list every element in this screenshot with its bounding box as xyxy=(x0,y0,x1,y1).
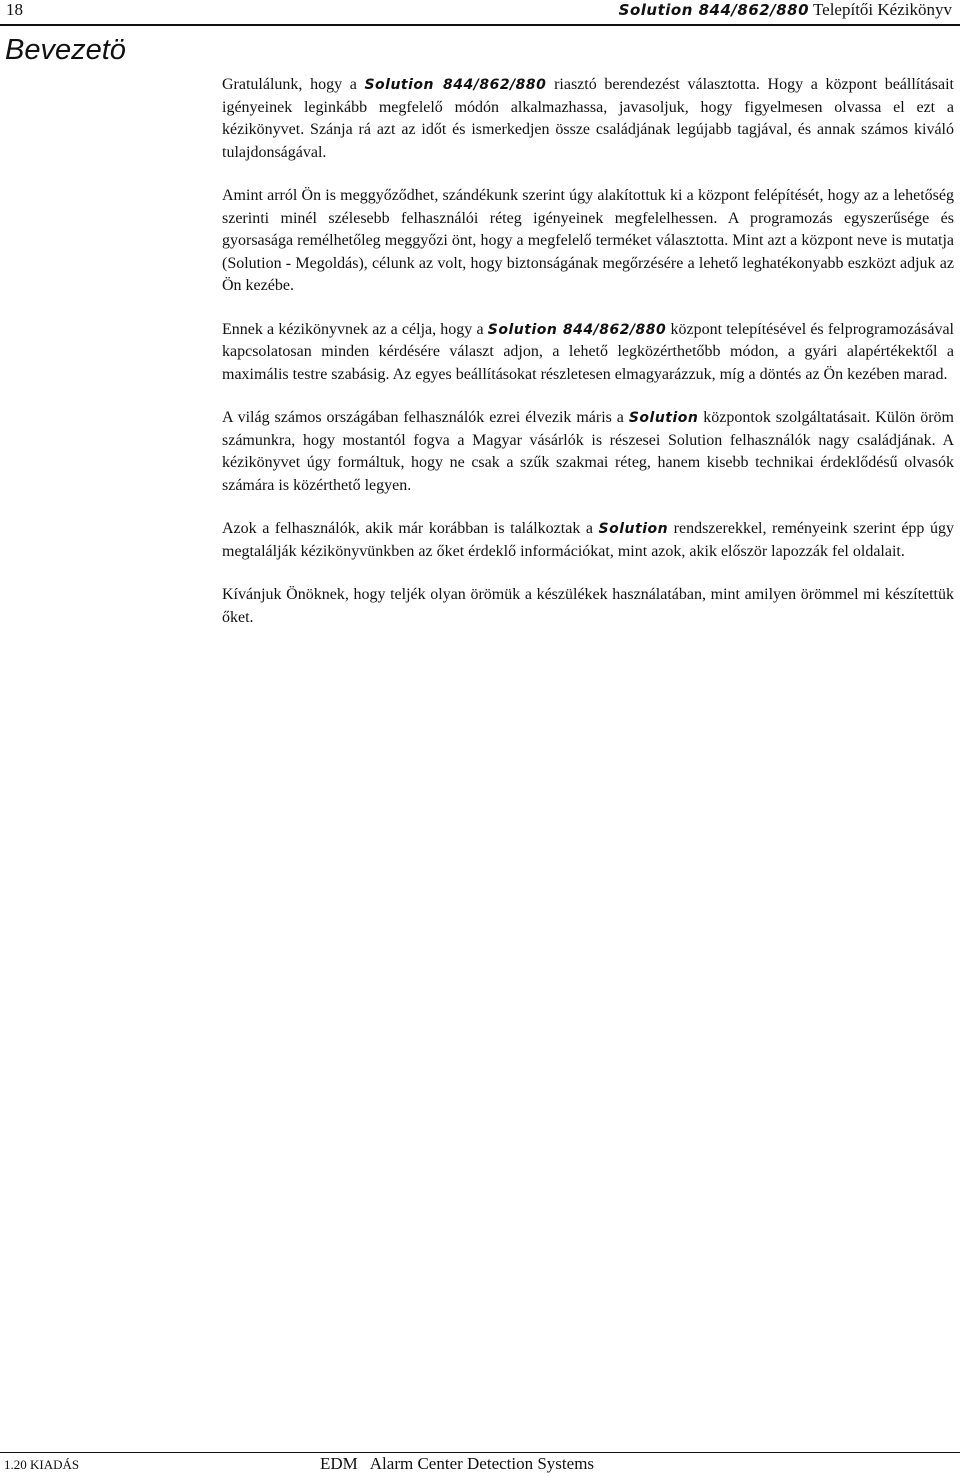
brand-logo-text: Solution 844/862/880 xyxy=(618,1,810,19)
paragraph-4 xyxy=(222,407,954,497)
paragraph-5-text-b: rendszerekkel, reményeink szerint épp úgy megtalálják kézikönyvünkben az őket érdeklő információkat, mint azok, akik először lapozzák fel oldalait. xyxy=(222,520,954,560)
page-number: 18 xyxy=(6,0,23,19)
body-text xyxy=(222,74,954,650)
page-header xyxy=(0,0,960,26)
brand-inline: Solution xyxy=(628,410,699,426)
paragraph-5 xyxy=(222,518,954,563)
page-footer xyxy=(0,1452,960,1476)
header-title xyxy=(619,0,952,20)
chapter-title: Bevezetö xyxy=(5,34,126,66)
company-edm: EDM xyxy=(320,1454,358,1473)
paragraph-2: Amint arról Ön is meggyőződhet, szándékunk szerint úgy alakítottuk ki a központ felépítését, hogy az a lehetőség szerinti minél szélesebb felhasználói réteg igényeinek megfelelhessen. A programozás egyszerűsége és gyorsasága remélhetőleg meggyőzi önt, hogy a megfelelő terméket választotta. Mint azt a központ neve is mutatja (Solution - Megoldás), célunk az volt, hogy biztonságának megőrzésére a lehető leghatékonyabb eszközt adjuk az Ön kezébe. xyxy=(222,187,954,294)
edition-label: 1.20 KIADÁS xyxy=(4,1457,80,1472)
paragraph-3-text-a: Ennek a kézikönyvnek az a célja, hogy a xyxy=(222,320,488,338)
paragraph-1 xyxy=(222,74,954,164)
paragraph-5-text-a: Azok a felhasználók, akik már korábban is találkoztak a xyxy=(222,520,599,537)
paragraph-6: Kívánjuk Önöknek, hogy teljék olyan örömük a készülékek használatában, mint amilyen örömmel mi készítettük őket. xyxy=(222,586,954,626)
company-name xyxy=(320,1454,606,1474)
brand-inline: Solution 844/862/880 xyxy=(487,321,667,338)
paragraph-3-text-b: központ telepítésével és felprogramozásával kapcsolatosan minden kérdésére választ adjon, a lehető legközérthetőbb módon, a gyári alapértékektől a maximális testre szabásig. Az egyes beállításokat részletesen elmagyarázzuk, míg a döntés az Ön kezében marad. xyxy=(222,320,954,383)
paragraph-1-text-a: Gratulálunk, hogy a xyxy=(222,76,365,93)
company-full: Alarm Center Detection Systems xyxy=(369,1454,595,1473)
brand-inline: Solution xyxy=(598,521,669,537)
paragraph-1-text-b: riasztó berendezést választotta. Hogy a központ beállításait igényeinek leginkább megfelelő módón alkalmazhassa, javasoljuk, hogy figyelmesen olvassa el ezt a kézikönyvet. Szánja rá azt az időt és ismerkedjen össze családjának legújabb tagjával, és annak számos kiváló tulajdonságával. xyxy=(222,76,954,161)
paragraph-4-text-b: központok szolgáltatásait. Külön öröm számunkra, hogy mostantól fogva a Magyar vásárlók is részesei Solution felhasználók nagy családjának. A kézikönyvet úgy formáltuk, hogy ne csak a szűk szakmai réteg, hanem kisebb technikai érdeklődésű olvasók számára is közérthető legyen. xyxy=(222,409,955,494)
paragraph-4-text-a: A világ számos országában felhasználók ezrei élvezik máris a xyxy=(222,409,629,426)
paragraph-3 xyxy=(222,319,954,387)
manual-title: Telepítői Kézikönyv xyxy=(812,0,952,19)
brand-inline: Solution 844/862/880 xyxy=(364,77,547,93)
